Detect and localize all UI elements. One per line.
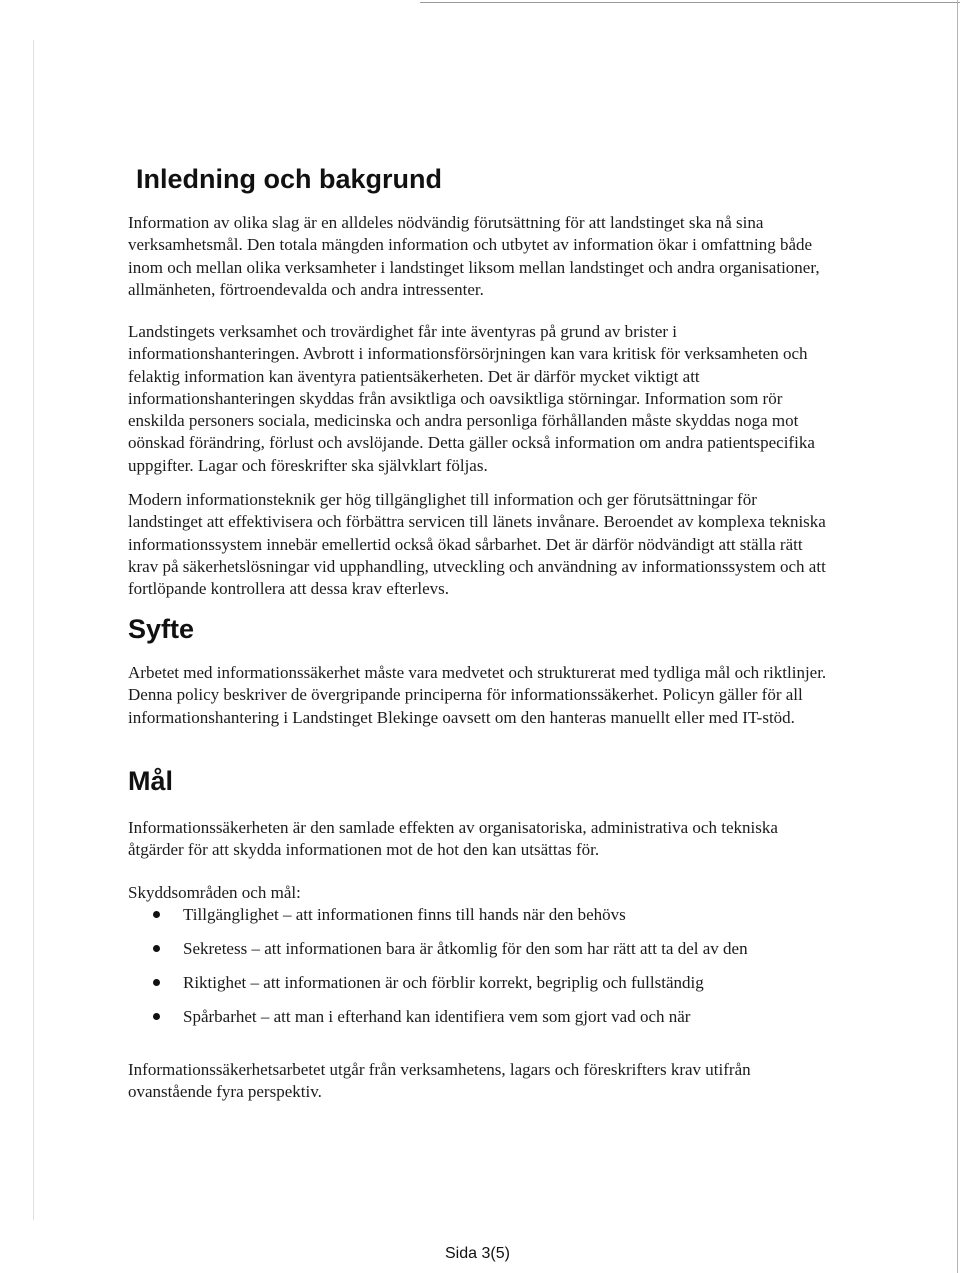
list-item-text: Riktighet – att informationen är och förblir korrekt, begriplig och fullständig <box>183 973 704 992</box>
paragraph-intro-3: Modern informationsteknik ger hög tillgänglighet till information och ger förutsättningar för landstinget att effektivisera och förbättra servicen till länets invånare. Beroendet av komplexa tekniska informationssystem innebär emellertid också ökad sårbarhet. Det är därför nödvändigt att ställa rätt krav på säkerhetslösningar vid upphandling, utveckling och användning av informationssystem och att fortlöpande kontrollera att dessa krav efterlevs. <box>128 490 826 599</box>
page-number: Sida 3(5) <box>445 1245 510 1262</box>
scan-edge-right <box>957 0 958 1273</box>
bullet-icon <box>153 979 160 986</box>
paragraph-syfte: Arbetet med informationssäkerhet måste vara medvetet och strukturerat med tydliga mål och riktlinjer. Denna policy beskriver de övergripande principerna för informationssäkerhet. Policyn gäller för all informationshantering i Landstinget Blekinge oavsett om den hanteras manuellt eller med IT-stöd. <box>128 663 827 727</box>
paragraph-mal-2: Skyddsområden och mål: <box>128 883 301 902</box>
list-item-text: Spårbarhet – att man i efterhand kan identifiera vem som gjort vad och när <box>183 1007 691 1026</box>
list-item-text: Tillgänglighet – att informationen finns till hands när den behövs <box>183 905 626 924</box>
bullet-icon <box>153 1013 160 1020</box>
section-heading-inledning: Inledning och bakgrund <box>136 164 442 194</box>
paragraph-intro-1: Information av olika slag är en alldeles nödvändig förutsättning för att landstinget ska nå sina verksamhetsmål. Den totala mängden information och utbytet av information ökar i omfattning både inom och mellan olika verksamheter i landstinget liksom mellan landstinget och andra organisationer, allmänheten, förtroendevalda och andra intressenter. <box>128 213 820 299</box>
paragraph-mal-3: Informationssäkerhetsarbetet utgår från verksamhetens, lagars och föreskrifters krav utifrån ovanstående fyra perspektiv. <box>128 1060 751 1102</box>
bullet-icon <box>153 911 160 918</box>
list-item-sparbarhet <box>128 1006 848 1040</box>
list-item-tillganglighet <box>128 904 848 938</box>
bullet-list-protection-areas <box>128 904 848 1040</box>
section-heading-syfte: Syfte <box>128 614 195 644</box>
section-heading-mal: Mål <box>128 766 174 796</box>
paragraph-intro-2: Landstingets verksamhet och trovärdighet får inte äventyras på grund av brister i informationshanteringen. Avbrott i informationsförsörjningen kan vara kritisk för verksamheten och felaktig information kan äventyra patientsäkerheten. Det är därför mycket viktigt att informationshanteringen skyddas från avsiktliga och oavsiktliga störningar. Information som rör enskilda personers sociala, medicinska och andra personliga förhållanden måste skyddas noga mot oönskad förändring, förlust och avslöjande. Detta gäller också information om andra patientspecifika uppgifter. Lagar och föreskrifter ska självklart följas. <box>128 322 815 475</box>
list-item-riktighet <box>128 972 848 1006</box>
list-item-text: Sekretess – att informationen bara är åtkomlig för den som har rätt att ta del av den <box>183 939 748 958</box>
scan-edge-left <box>33 40 34 1220</box>
list-item-sekretess <box>128 938 848 972</box>
scan-edge-top <box>420 2 960 3</box>
paragraph-mal-1: Informationssäkerheten är den samlade effekten av organisatoriska, administrativa och tekniska åtgärder för att skydda informationen mot de hot den kan utsättas för. <box>128 818 778 860</box>
bullet-icon <box>153 945 160 952</box>
